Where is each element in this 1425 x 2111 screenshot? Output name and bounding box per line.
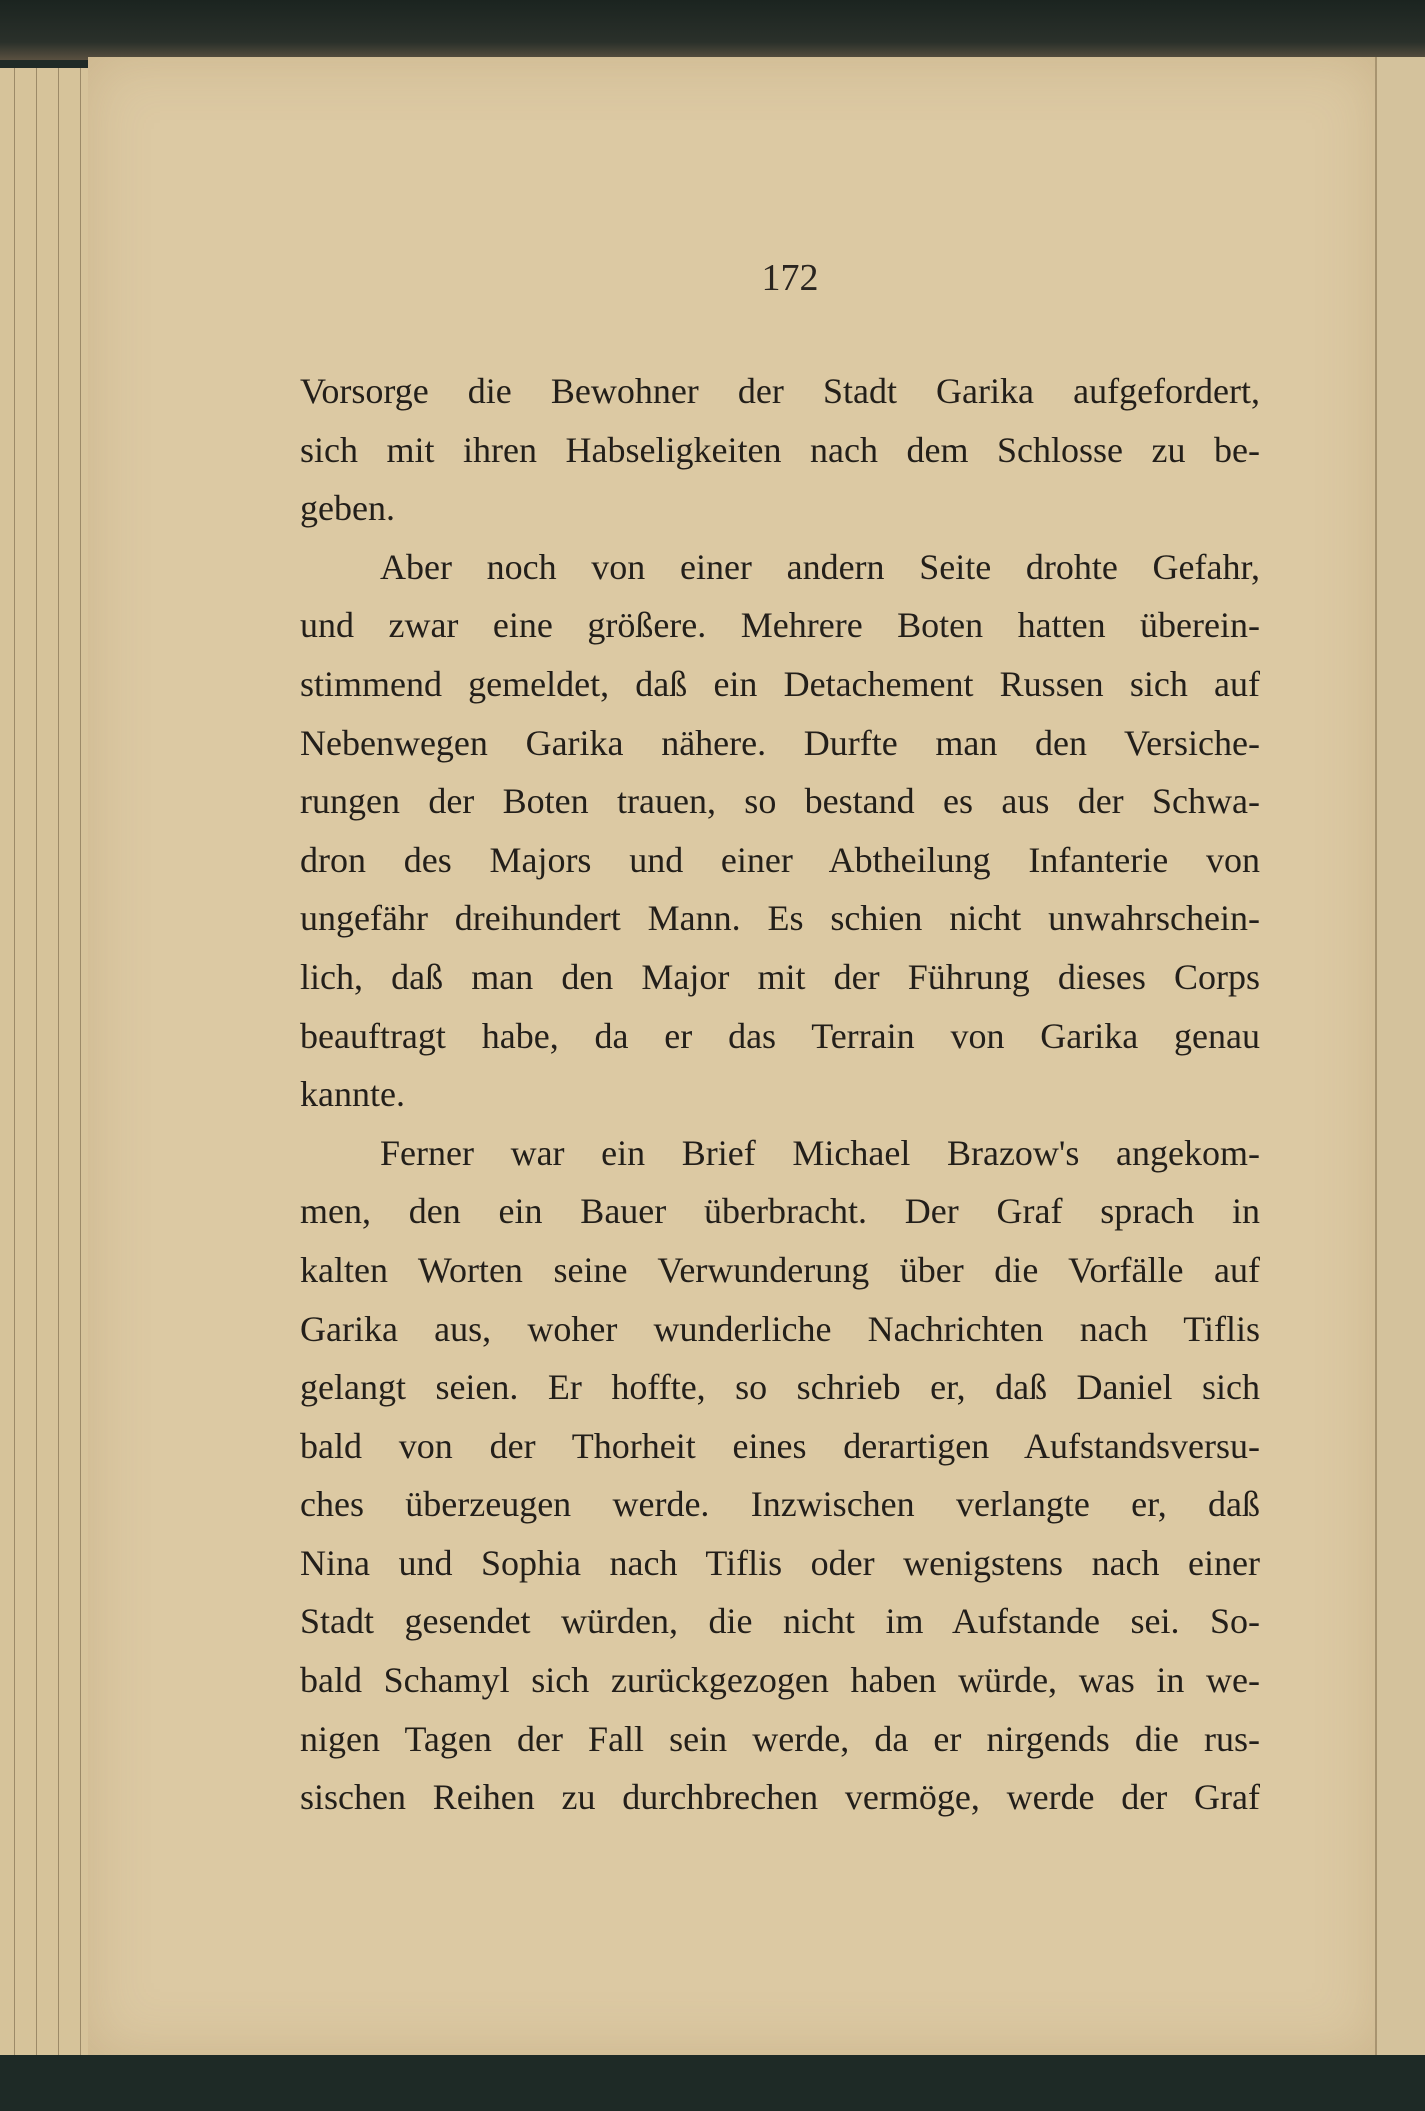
text-line: gelangt seien. Er hoffte, so schrieb er, daß Daniel sich (300, 1367, 1260, 1408)
text-line: und zwar eine größere. Mehrere Boten hatten überein- (300, 605, 1260, 646)
text-line: kalten Worten seine Verwunderung über die Vorfälle auf (300, 1249, 1260, 1290)
text-line: bald Schamyl sich zurückgezogen haben würde, was in we- (300, 1660, 1260, 1701)
text-line: Ferner war ein Brief Michael Brazow's angekom- (380, 1132, 1260, 1173)
text-line: Garika aus, woher wunderliche Nachrichten nach Tiflis (300, 1308, 1260, 1349)
text-line: sischen Reihen zu durchbrechen vermöge, werde der Graf (300, 1777, 1260, 1818)
text-line: dron des Majors und einer Abtheilung Infanterie von (300, 839, 1260, 880)
text-line: sich mit ihren Habseligkeiten nach dem Schlosse zu be- (300, 429, 1260, 470)
body-text (300, 362, 1260, 1827)
book-cover-bottom-edge (0, 2055, 1425, 2111)
text-line: ungefähr dreihundert Mann. Es schien nicht unwahrschein- (300, 898, 1260, 939)
book-cover-top-edge (0, 0, 1425, 60)
text-line: men, den ein Bauer überbracht. Der Graf sprach in (300, 1191, 1260, 1232)
text-line: bald von der Thorheit eines derartigen Aufstandsversu- (300, 1425, 1260, 1466)
page-number: 172 (761, 257, 819, 299)
text-line: Stadt gesendet würden, die nicht im Aufstande sei. So- (300, 1601, 1260, 1642)
text-line: kannte. (300, 1074, 405, 1115)
text-line: Aber noch von einer andern Seite drohte Gefahr, (380, 546, 1260, 587)
text-line: rungen der Boten trauen, so bestand es aus der Schwa- (300, 781, 1260, 822)
text-line: Nebenwegen Garika nähere. Durfte man den Versiche- (300, 722, 1260, 763)
text-line: Vorsorge die Bewohner der Stadt Garika aufgefordert, (300, 371, 1260, 411)
text-line: ches überzeugen werde. Inzwischen verlangte er, daß (300, 1484, 1260, 1525)
text-line: nigen Tagen der Fall sein werde, da er nirgends die rus- (300, 1718, 1260, 1759)
text-line: Nina und Sophia nach Tiflis oder wenigstens nach einer (300, 1542, 1260, 1583)
text-line: lich, daß man den Major mit der Führung dieses Corps (300, 956, 1260, 997)
page-stack-edge (0, 68, 95, 2058)
next-page-edge (1375, 57, 1425, 2055)
text-line: stimmend gemeldet, daß ein Detachement Russen sich auf (300, 663, 1260, 704)
text-line: geben. (300, 488, 395, 529)
text-line: beauftragt habe, da er das Terrain von Garika genau (300, 1015, 1260, 1056)
